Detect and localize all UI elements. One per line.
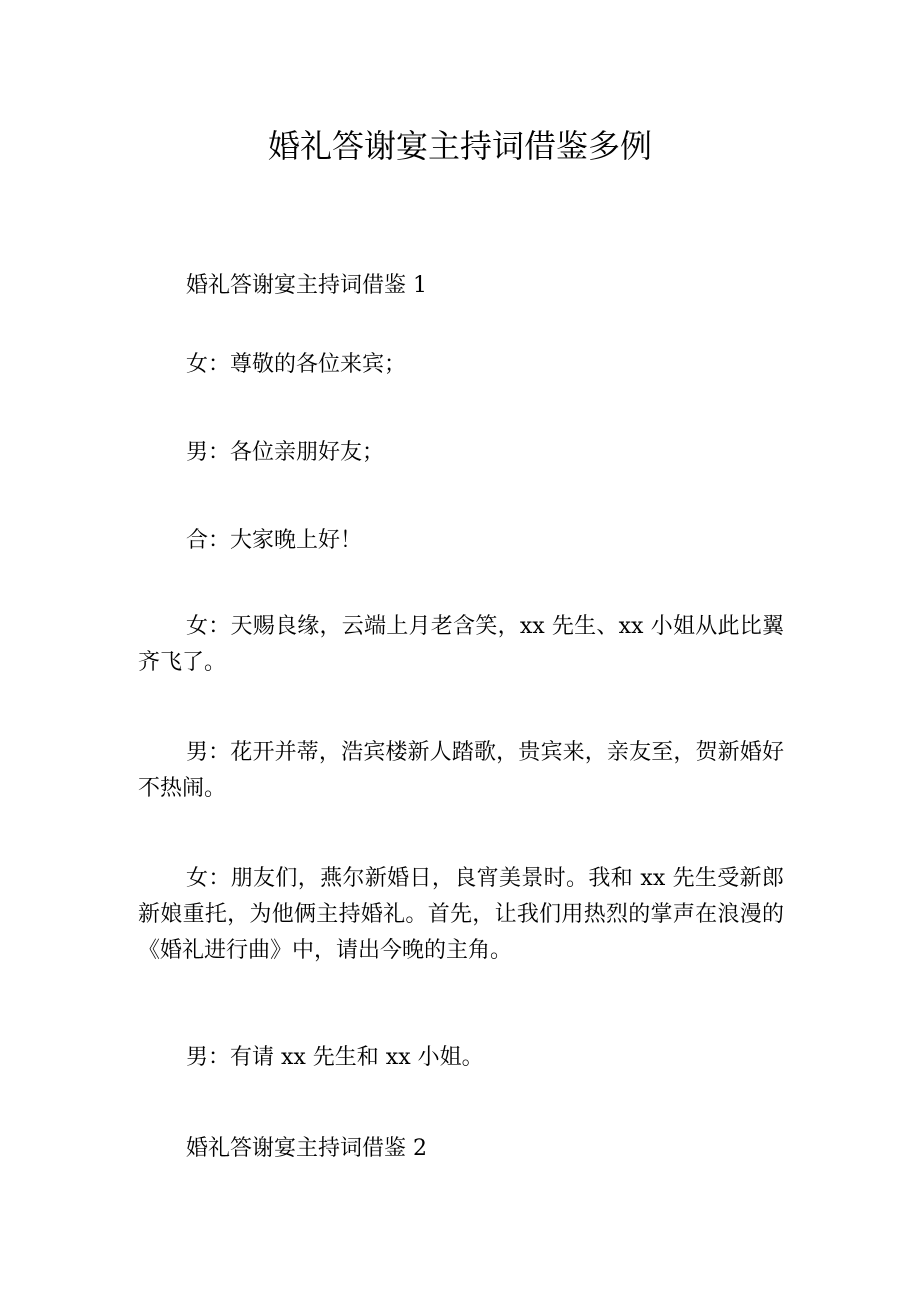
paragraph: 女：天赐良缘，云端上月老含笑，xx 先生、xx 小姐从此比翼齐飞了。 [138,614,784,675]
paragraph: 男：各位亲朋好友； [186,440,385,465]
paragraph: 女：朋友们，燕尔新婚日，良宵美景时。我和 xx 先生受新郎新娘重托，为他俩主持婚礼。首先，让我们用热烈的掌声在浪漫的《婚礼进行曲》中，请出今晚的主角。 [138,866,784,963]
document-title: 婚礼答谢宴主持词借鉴多例 [267,127,652,165]
section-heading-1: 婚礼答谢宴主持词借鉴 1 [186,273,427,298]
section-heading-2: 婚礼答谢宴主持词借鉴 2 [186,1136,427,1161]
paragraph: 合：大家晚上好！ [186,528,363,553]
paragraph: 女：尊敬的各位来宾； [186,352,407,377]
paragraph: 男：有请 xx 先生和 xx 小姐。 [186,1045,484,1070]
paragraph: 男：花开并蒂，浩宾楼新人踏歌，贵宾来，亲友至，贺新婚好不热闹。 [138,740,784,801]
